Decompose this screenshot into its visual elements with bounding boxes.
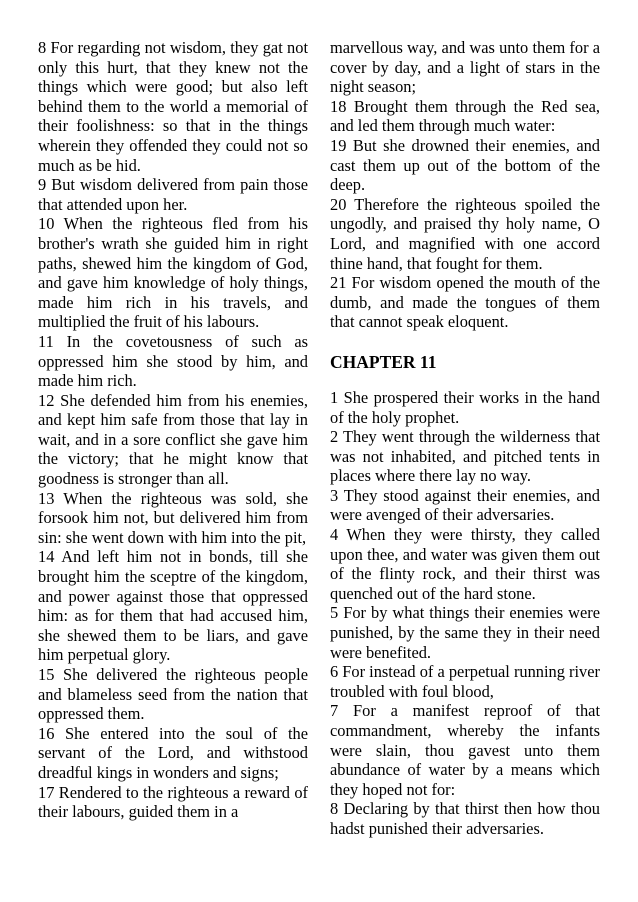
verse-paragraph: 12 She defended him from his enemies, and kept him safe from those that lay in wait, and in a sore conflict she gave him the victory; that he might know that goodness is stronger than all. <box>38 390 308 489</box>
verse-paragraph: 20 Therefore the righteous spoiled the ungodly, and praised thy holy name, O Lord, and magnified with one accord thine hand, that fought for them. <box>330 194 600 273</box>
verse-paragraph: 19 But she drowned their enemies, and cast them up out of the bottom of the deep. <box>330 135 600 195</box>
left-column <box>38 38 308 822</box>
verse-paragraph: 15 She delivered the righteous people and blameless seed from the nation that oppressed them. <box>38 665 308 724</box>
verse-paragraph: 8 For regarding not wisdom, they gat not only this hurt, that they knew not the things which were good; but also left behind them to the world a memorial of their foolishness: so that in the things wherein they offended they could not so much as be hid. <box>38 38 308 175</box>
verse-paragraph: 2 They went through the wilderness that was not inhabited, and pitched tents in places where there lay no way. <box>330 427 600 486</box>
verse-paragraph: 3 They stood against their enemies, and were avenged of their adversaries. <box>330 485 600 525</box>
verse-paragraph: 17 Rendered to the righteous a reward of their labours, guided them in a <box>38 782 308 822</box>
verse-paragraph: 8 Declaring by that thirst then how thou hadst punished their adversaries. <box>330 799 600 838</box>
verse-paragraph: 18 Brought them through the Red sea, and led them through much water: <box>330 96 600 136</box>
verse-paragraph: 14 And left him not in bonds, till she brought him the sceptre of the kingdom, and power against those that oppressed him: as for them that had accused him, she shewed them to be liars, and gave him perpetual glory. <box>38 547 308 665</box>
verse-paragraph: 1 She prospered their works in the hand of the holy prophet. <box>330 387 600 427</box>
verse-paragraph: 11 In the covetousness of such as oppressed him she stood by him, and made him rich. <box>38 331 308 391</box>
verse-paragraph: 13 When the righteous was sold, she forsook him not, but delivered him from sin: she went down with him into the pit, <box>38 488 308 547</box>
verse-paragraph: 16 She entered into the soul of the servant of the Lord, and withstood dreadful kings in wonders and signs; <box>38 723 308 782</box>
verse-paragraph: 7 For a manifest reproof of that commandment, whereby the infants were slain, thou gavest unto them abundance of water by a means which they hoped not for: <box>330 701 600 799</box>
verse-paragraph: 6 For instead of a perpetual running river troubled with foul blood, <box>330 662 600 701</box>
verse-paragraph: 4 When they were thirsty, they called upon thee, and water was given them out of the flinty rock, and their thirst was quenched out of the hard stone. <box>330 525 600 603</box>
verse-paragraph: 10 When the righteous fled from his brother's wrath she guided him in right paths, shewed him the kingdom of God, and gave him knowledge of holy things, made him rich in his travels, and multiplied the fruit of his labours. <box>38 214 308 332</box>
verse-paragraph: 21 For wisdom opened the mouth of the dumb, and made the tongues of them that cannot speak eloquent. <box>330 273 600 332</box>
chapter-heading: CHAPTER 11 <box>330 351 437 372</box>
verse-paragraph: marvellous way, and was unto them for a cover by day, and a light of stars in the night season; <box>330 38 600 97</box>
right-column <box>330 38 600 839</box>
verse-paragraph: 9 But wisdom delivered from pain those that attended upon her. <box>38 175 308 214</box>
verse-paragraph: 5 For by what things their enemies were punished, by the same they in their need were benefited. <box>330 603 600 662</box>
